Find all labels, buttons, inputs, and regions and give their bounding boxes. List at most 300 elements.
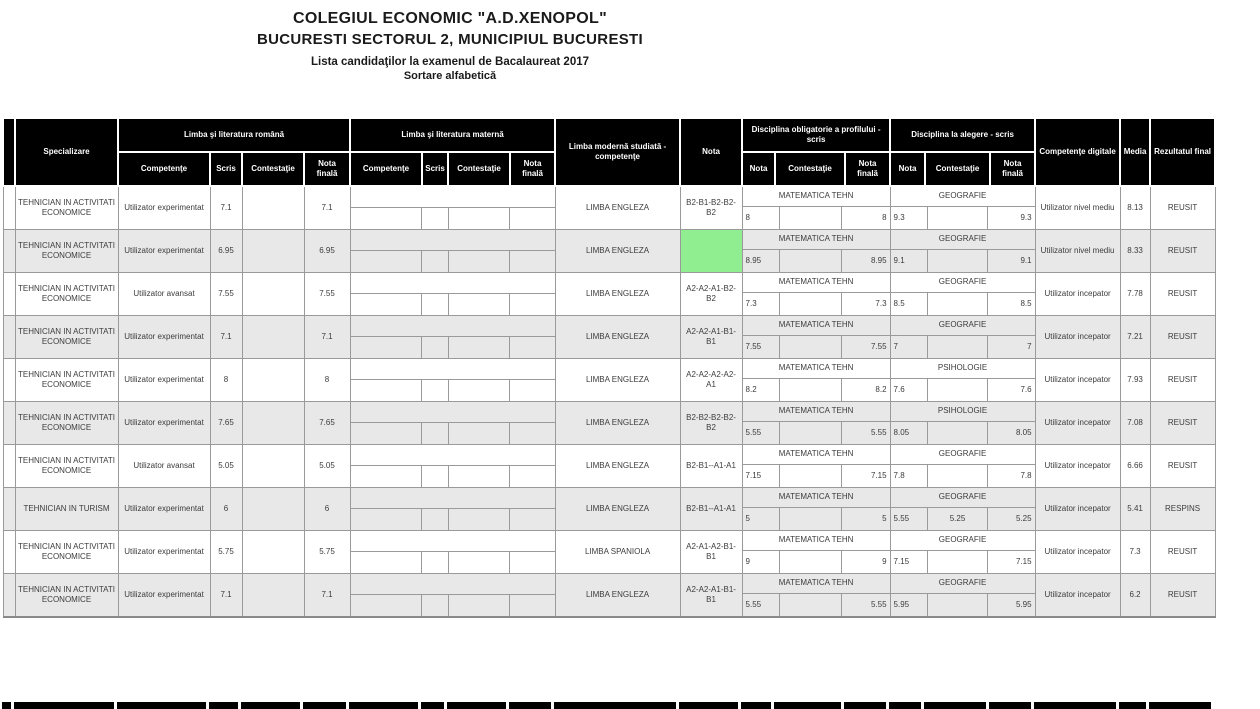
col-header-nota: Nota	[680, 118, 742, 186]
competente-digitale-cell: Utilizator incepator	[1035, 574, 1120, 618]
romana-competente-cell: Utilizator experimentat	[118, 316, 210, 359]
romana-scris-cell: 6	[210, 488, 242, 531]
disciplina-alegere-values	[891, 250, 1035, 272]
limba-moderna-nota-cell: A2-A2-A1-B2-B2	[680, 273, 742, 316]
limba-moderna-cell: LIMBA ENGLEZA	[555, 488, 680, 531]
materna-scris-cell	[422, 595, 449, 616]
table-row	[3, 445, 1215, 488]
col-header-index	[3, 118, 15, 186]
romana-nota-finala-cell: 7.1	[304, 316, 350, 359]
oblig-nota-finala-cell: 8.2	[875, 384, 887, 394]
materna-contestatie-cell	[449, 552, 510, 573]
specializare-cell: TEHNICIAN IN ACTIVITATI ECONOMICE	[15, 574, 118, 618]
oblig-nota-cell: 8.95	[743, 250, 781, 272]
materna-competente-cell	[351, 380, 422, 401]
materna-competente-cell	[351, 466, 422, 487]
alegere-contestatie-cell	[928, 250, 989, 272]
group-header-disciplina-alegere: Disciplina la alegere - scris	[890, 118, 1035, 152]
disciplina-obligatorie-name: MATEMATICA TEHN	[743, 316, 890, 336]
materna-empty-top	[351, 445, 555, 466]
romana-competente-cell: Utilizator experimentat	[118, 230, 210, 273]
limba-moderna-cell: LIMBA ENGLEZA	[555, 230, 680, 273]
table-row	[3, 402, 1215, 445]
media-cell: 6.2	[1120, 574, 1150, 618]
disciplina-obligatorie-name: MATEMATICA TEHN	[743, 531, 890, 551]
romana-competente-cell: Utilizator experimentat	[118, 186, 210, 230]
oblig-nota-cell: 5.55	[743, 422, 781, 444]
materna-competente-cell	[351, 423, 422, 444]
school-location: BUCURESTI SECTORUL 2, MUNICIPIUL BUCURESTI	[257, 31, 643, 48]
romana-scris-cell: 7.1	[210, 574, 242, 618]
materna-empty-top	[351, 230, 555, 251]
oblig-contestatie-cell	[780, 293, 842, 315]
materna-nota-finala-cell	[510, 423, 554, 444]
materna-scris-cell	[422, 294, 449, 315]
limba-moderna-nota-cell: B2-B2-B2-B2-B2	[680, 402, 742, 445]
alegere-contestatie-cell	[928, 465, 989, 487]
romana-contestatie-cell	[242, 488, 304, 531]
alegere-nota-finala-cell: 5.95	[1015, 599, 1032, 609]
materna-competente-cell	[351, 552, 422, 573]
limba-moderna-cell: LIMBA ENGLEZA	[555, 402, 680, 445]
oblig-nota-finala-cell: 7.55	[870, 341, 887, 351]
disciplina-obligatorie-values	[743, 379, 890, 401]
oblig-contestatie-cell	[780, 465, 842, 487]
romana-competente-cell: Utilizator experimentat	[118, 359, 210, 402]
col-header-alegere-nota-finala: Nota finală	[990, 152, 1035, 186]
rezultat-final-cell: REUSIT	[1150, 445, 1215, 488]
disciplina-obligatorie-values	[743, 293, 890, 315]
limba-moderna-cell: LIMBA ENGLEZA	[555, 186, 680, 230]
materna-competente-cell	[351, 251, 422, 272]
col-header-romana-nota-finala: Nota finală	[304, 152, 350, 186]
col-header-materna-competente: Competenţe	[350, 152, 422, 186]
romana-contestatie-cell	[242, 531, 304, 574]
oblig-nota-cell: 5	[743, 508, 781, 530]
next-page-header-strip	[2, 702, 1211, 709]
materna-empty-top	[351, 273, 555, 294]
col-header-rezultat: Rezultatul final	[1150, 118, 1215, 186]
oblig-nota-finala-cell: 5.55	[870, 427, 887, 437]
alegere-contestatie-cell: 5.25	[928, 508, 989, 530]
materna-subcells	[351, 208, 555, 229]
romana-competente-cell: Utilizator experimentat	[118, 531, 210, 574]
materna-scris-cell	[422, 466, 449, 487]
oblig-nota-finala-cell: 7.15	[870, 470, 887, 480]
col-header-romana-contestatie: Contestaţie	[242, 152, 304, 186]
disciplina-alegere-name: PSIHOLOGIE	[891, 402, 1035, 422]
materna-subcells	[351, 337, 555, 358]
oblig-nota-cell: 5.55	[743, 594, 781, 616]
row-index-cell	[3, 488, 15, 531]
alegere-nota-finala-cell: 7.6	[1020, 384, 1032, 394]
group-header-disciplina-obligatorie: Disciplina obligatorie a profilului - scris	[742, 118, 890, 152]
materna-empty-top	[351, 531, 555, 552]
table-row	[3, 186, 1215, 230]
media-cell: 7.93	[1120, 359, 1150, 402]
romana-scris-cell: 7.1	[210, 316, 242, 359]
alegere-nota-cell: 7.8	[891, 465, 928, 487]
romana-competente-cell: Utilizator avansat	[118, 273, 210, 316]
materna-nota-finala-cell	[510, 208, 554, 229]
table-row	[3, 531, 1215, 574]
materna-contestatie-cell	[449, 208, 510, 229]
materna-group-cell	[350, 186, 555, 230]
col-header-materna-nota-finala: Nota finală	[510, 152, 555, 186]
romana-contestatie-cell	[242, 445, 304, 488]
materna-subcells	[351, 294, 555, 315]
romana-scris-cell: 7.65	[210, 402, 242, 445]
col-header-specializare: Specializare	[15, 118, 118, 186]
media-cell: 8.33	[1120, 230, 1150, 273]
disciplina-alegere-cell	[890, 402, 1035, 445]
col-header-materna-contestatie: Contestaţie	[448, 152, 510, 186]
disciplina-alegere-name: GEOGRAFIE	[891, 488, 1035, 508]
disciplina-alegere-cell	[890, 531, 1035, 574]
materna-contestatie-cell	[449, 423, 510, 444]
materna-subcells	[351, 423, 555, 444]
col-header-materna-scris: Scris	[422, 152, 448, 186]
table-header	[3, 118, 1215, 186]
limba-moderna-nota-cell: B2-B1-B2-B2-B2	[680, 186, 742, 230]
alegere-nota-finala-cell: 7	[1027, 341, 1032, 351]
disciplina-obligatorie-values	[743, 207, 890, 229]
oblig-nota-cell: 7.55	[743, 336, 781, 358]
materna-contestatie-cell	[449, 466, 510, 487]
table-row	[3, 316, 1215, 359]
materna-competente-cell	[351, 509, 422, 530]
media-cell: 7.08	[1120, 402, 1150, 445]
disciplina-alegere-cell	[890, 488, 1035, 531]
disciplina-obligatorie-name: MATEMATICA TEHN	[743, 445, 890, 465]
romana-nota-finala-cell: 5.75	[304, 531, 350, 574]
disciplina-obligatorie-cell	[742, 574, 890, 618]
alegere-nota-finala-cell: 9.3	[1020, 212, 1032, 222]
media-cell: 7.3	[1120, 531, 1150, 574]
materna-contestatie-cell	[449, 251, 510, 272]
romana-scris-cell: 7.55	[210, 273, 242, 316]
materna-empty-top	[351, 488, 555, 509]
col-header-competente-digitale: Competenţe digitale	[1035, 118, 1120, 186]
romana-scris-cell: 5.75	[210, 531, 242, 574]
alegere-nota-cell: 7.15	[891, 551, 928, 573]
competente-digitale-cell: Utilizator incepator	[1035, 316, 1120, 359]
oblig-contestatie-cell	[780, 250, 842, 272]
limba-moderna-nota-cell	[680, 230, 742, 273]
limba-moderna-cell: LIMBA SPANIOLA	[555, 531, 680, 574]
specializare-cell: TEHNICIAN IN ACTIVITATI ECONOMICE	[15, 273, 118, 316]
group-header-materna: Limba şi literatura maternă	[350, 118, 555, 152]
competente-digitale-cell: Utilizator nivel mediu	[1035, 186, 1120, 230]
page-title-block	[0, 6, 900, 82]
alegere-nota-cell: 7.6	[891, 379, 928, 401]
materna-empty-top	[351, 359, 555, 380]
romana-contestatie-cell	[242, 186, 304, 230]
disciplina-obligatorie-values	[743, 465, 890, 487]
romana-nota-finala-cell: 5.05	[304, 445, 350, 488]
materna-subcells	[351, 595, 555, 616]
materna-contestatie-cell	[449, 294, 510, 315]
disciplina-alegere-name: GEOGRAFIE	[891, 273, 1035, 293]
materna-scris-cell	[422, 423, 449, 444]
limba-moderna-nota-cell: A2-A2-A2-A2-A1	[680, 359, 742, 402]
materna-group-cell	[350, 230, 555, 273]
col-header-romana-competente: Competenţe	[118, 152, 210, 186]
row-index-cell	[3, 273, 15, 316]
materna-subcells	[351, 251, 555, 272]
table-row	[3, 359, 1215, 402]
disciplina-alegere-values	[891, 422, 1035, 444]
materna-scris-cell	[422, 251, 449, 272]
materna-subcells	[351, 509, 555, 530]
romana-nota-finala-cell: 7.1	[304, 186, 350, 230]
materna-competente-cell	[351, 294, 422, 315]
oblig-nota-cell: 8.2	[743, 379, 781, 401]
school-name: COLEGIUL ECONOMIC "A.D.XENOPOL"	[293, 10, 607, 27]
row-index-cell	[3, 531, 15, 574]
disciplina-obligatorie-values	[743, 422, 890, 444]
disciplina-obligatorie-values	[743, 250, 890, 272]
disciplina-alegere-values	[891, 207, 1035, 229]
table-row	[3, 488, 1215, 531]
disciplina-obligatorie-name: MATEMATICA TEHN	[743, 273, 890, 293]
oblig-contestatie-cell	[780, 379, 842, 401]
materna-nota-finala-cell	[510, 552, 554, 573]
disciplina-obligatorie-name: MATEMATICA TEHN	[743, 402, 890, 422]
col-header-oblig-contestatie: Contestaţie	[775, 152, 845, 186]
materna-group-cell	[350, 316, 555, 359]
oblig-nota-finala-cell: 7.3	[875, 298, 887, 308]
romana-contestatie-cell	[242, 402, 304, 445]
materna-nota-finala-cell	[510, 251, 554, 272]
materna-subcells	[351, 466, 555, 487]
materna-empty-top	[351, 187, 555, 208]
materna-contestatie-cell	[449, 595, 510, 616]
disciplina-obligatorie-name: MATEMATICA TEHN	[743, 187, 890, 207]
competente-digitale-cell: Utilizator incepator	[1035, 402, 1120, 445]
disciplina-obligatorie-name: MATEMATICA TEHN	[743, 230, 890, 250]
rezultat-final-cell: REUSIT	[1150, 359, 1215, 402]
romana-scris-cell: 8	[210, 359, 242, 402]
specializare-cell: TEHNICIAN IN ACTIVITATI ECONOMICE	[15, 186, 118, 230]
competente-digitale-cell: Utilizator nivel mediu	[1035, 230, 1120, 273]
limba-moderna-cell: LIMBA ENGLEZA	[555, 445, 680, 488]
competente-digitale-cell: Utilizator incepator	[1035, 273, 1120, 316]
alegere-nota-cell: 9.3	[891, 207, 928, 229]
materna-empty-top	[351, 402, 555, 423]
materna-empty-top	[351, 316, 555, 337]
rezultat-final-cell: REUSIT	[1150, 574, 1215, 618]
limba-moderna-nota-cell: A2-A2-A1-B1-B1	[680, 574, 742, 618]
disciplina-alegere-values	[891, 465, 1035, 487]
romana-nota-finala-cell: 8	[304, 359, 350, 402]
disciplina-obligatorie-cell	[742, 531, 890, 574]
materna-group-cell	[350, 445, 555, 488]
alegere-contestatie-cell	[928, 551, 989, 573]
disciplina-alegere-cell	[890, 273, 1035, 316]
disciplina-obligatorie-cell	[742, 488, 890, 531]
col-header-oblig-nota: Nota	[742, 152, 775, 186]
disciplina-alegere-values	[891, 379, 1035, 401]
competente-digitale-cell: Utilizator incepator	[1035, 359, 1120, 402]
materna-nota-finala-cell	[510, 595, 554, 616]
oblig-nota-cell: 7.15	[743, 465, 781, 487]
romana-scris-cell: 6.95	[210, 230, 242, 273]
limba-moderna-cell: LIMBA ENGLEZA	[555, 574, 680, 618]
materna-subcells	[351, 380, 555, 401]
romana-contestatie-cell	[242, 273, 304, 316]
media-cell: 6.66	[1120, 445, 1150, 488]
alegere-nota-cell: 7	[891, 336, 928, 358]
alegere-contestatie-cell	[928, 293, 989, 315]
table-row	[3, 273, 1215, 316]
row-index-cell	[3, 186, 15, 230]
limba-moderna-cell: LIMBA ENGLEZA	[555, 273, 680, 316]
disciplina-alegere-values	[891, 551, 1035, 573]
oblig-contestatie-cell	[780, 422, 842, 444]
disciplina-alegere-cell	[890, 186, 1035, 230]
oblig-nota-cell: 9	[743, 551, 781, 573]
materna-competente-cell	[351, 208, 422, 229]
table-row	[3, 230, 1215, 273]
materna-empty-top	[351, 574, 555, 595]
alegere-nota-cell: 8.05	[891, 422, 928, 444]
romana-competente-cell: Utilizator experimentat	[118, 402, 210, 445]
disciplina-alegere-cell	[890, 574, 1035, 618]
oblig-contestatie-cell	[780, 508, 842, 530]
row-index-cell	[3, 574, 15, 618]
alegere-nota-finala-cell: 7.8	[1020, 470, 1032, 480]
limba-moderna-cell: LIMBA ENGLEZA	[555, 359, 680, 402]
romana-competente-cell: Utilizator experimentat	[118, 488, 210, 531]
competente-digitale-cell: Utilizator incepator	[1035, 445, 1120, 488]
alegere-contestatie-cell	[928, 594, 989, 616]
materna-nota-finala-cell	[510, 509, 554, 530]
disciplina-obligatorie-cell	[742, 186, 890, 230]
materna-group-cell	[350, 574, 555, 618]
materna-nota-finala-cell	[510, 294, 554, 315]
media-cell: 8.13	[1120, 186, 1150, 230]
rezultat-final-cell: REUSIT	[1150, 230, 1215, 273]
specializare-cell: TEHNICIAN IN ACTIVITATI ECONOMICE	[15, 445, 118, 488]
materna-group-cell	[350, 402, 555, 445]
alegere-nota-cell: 8.5	[891, 293, 928, 315]
materna-scris-cell	[422, 208, 449, 229]
specializare-cell: TEHNICIAN IN ACTIVITATI ECONOMICE	[15, 531, 118, 574]
materna-nota-finala-cell	[510, 337, 554, 358]
disciplina-obligatorie-name: MATEMATICA TEHN	[743, 359, 890, 379]
row-index-cell	[3, 230, 15, 273]
disciplina-alegere-name: GEOGRAFIE	[891, 230, 1035, 250]
disciplina-alegere-name: GEOGRAFIE	[891, 445, 1035, 465]
romana-contestatie-cell	[242, 230, 304, 273]
col-header-alegere-contestatie: Contestaţie	[925, 152, 990, 186]
media-cell: 7.78	[1120, 273, 1150, 316]
materna-nota-finala-cell	[510, 466, 554, 487]
oblig-nota-finala-cell: 8.95	[870, 255, 887, 265]
romana-contestatie-cell	[242, 359, 304, 402]
alegere-nota-finala-cell: 7.15	[1015, 556, 1032, 566]
disciplina-obligatorie-cell	[742, 316, 890, 359]
oblig-nota-finala-cell: 5	[882, 513, 887, 523]
disciplina-obligatorie-cell	[742, 359, 890, 402]
list-title: Lista candidaţilor la examenul de Bacalaureat 2017	[310, 56, 590, 68]
rezultat-final-cell: REUSIT	[1150, 402, 1215, 445]
competente-digitale-cell: Utilizator incepator	[1035, 488, 1120, 531]
materna-group-cell	[350, 359, 555, 402]
specializare-cell: TEHNICIAN IN ACTIVITATI ECONOMICE	[15, 359, 118, 402]
disciplina-obligatorie-values	[743, 508, 890, 530]
disciplina-alegere-name: GEOGRAFIE	[891, 187, 1035, 207]
materna-group-cell	[350, 273, 555, 316]
col-header-oblig-nota-finala: Nota finală	[845, 152, 890, 186]
limba-moderna-nota-cell: B2-B1--A1-A1	[680, 488, 742, 531]
limba-moderna-nota-cell: A2-A2-A1-B1-B1	[680, 316, 742, 359]
rezultat-final-cell: REUSIT	[1150, 316, 1215, 359]
materna-scris-cell	[422, 380, 449, 401]
row-index-cell	[3, 402, 15, 445]
materna-group-cell	[350, 531, 555, 574]
table-row	[3, 574, 1215, 618]
disciplina-obligatorie-values	[743, 551, 890, 573]
col-header-alegere-nota: Nota	[890, 152, 925, 186]
disciplina-alegere-name: PSIHOLOGIE	[891, 359, 1035, 379]
competente-digitale-cell: Utilizator incepator	[1035, 531, 1120, 574]
table-body	[3, 186, 1215, 617]
rezultat-final-cell: REUSIT	[1150, 273, 1215, 316]
alegere-nota-cell: 5.55	[891, 508, 928, 530]
disciplina-obligatorie-values	[743, 336, 890, 358]
disciplina-alegere-name: GEOGRAFIE	[891, 574, 1035, 594]
oblig-nota-cell: 8	[743, 207, 781, 229]
alegere-contestatie-cell	[928, 422, 989, 444]
col-header-romana-scris: Scris	[210, 152, 242, 186]
materna-scris-cell	[422, 509, 449, 530]
materna-contestatie-cell	[449, 380, 510, 401]
rezultat-final-cell: RESPINS	[1150, 488, 1215, 531]
specializare-cell: TEHNICIAN IN TURISM	[15, 488, 118, 531]
alegere-nota-finala-cell: 8.5	[1020, 298, 1032, 308]
row-index-cell	[3, 359, 15, 402]
materna-subcells	[351, 552, 555, 573]
oblig-contestatie-cell	[780, 336, 842, 358]
materna-group-cell	[350, 488, 555, 531]
romana-competente-cell: Utilizator avansat	[118, 445, 210, 488]
materna-scris-cell	[422, 552, 449, 573]
disciplina-alegere-name: GEOGRAFIE	[891, 531, 1035, 551]
materna-competente-cell	[351, 337, 422, 358]
specializare-cell: TEHNICIAN IN ACTIVITATI ECONOMICE	[15, 402, 118, 445]
materna-competente-cell	[351, 595, 422, 616]
romana-competente-cell: Utilizator experimentat	[118, 574, 210, 618]
disciplina-obligatorie-name: MATEMATICA TEHN	[743, 574, 890, 594]
romana-scris-cell: 7.1	[210, 186, 242, 230]
disciplina-alegere-values	[891, 594, 1035, 616]
romana-contestatie-cell	[242, 316, 304, 359]
disciplina-alegere-cell	[890, 230, 1035, 273]
limba-moderna-nota-cell: A2-A1-A2-B1-B1	[680, 531, 742, 574]
oblig-contestatie-cell	[780, 207, 842, 229]
alegere-contestatie-cell	[928, 379, 989, 401]
alegere-nota-cell: 9.1	[891, 250, 928, 272]
disciplina-obligatorie-cell	[742, 273, 890, 316]
disciplina-alegere-name: GEOGRAFIE	[891, 316, 1035, 336]
limba-moderna-nota-cell: B2-B1--A1-A1	[680, 445, 742, 488]
row-index-cell	[3, 316, 15, 359]
rezultat-final-cell: REUSIT	[1150, 531, 1215, 574]
romana-nota-finala-cell: 7.1	[304, 574, 350, 618]
oblig-nota-cell: 7.3	[743, 293, 781, 315]
